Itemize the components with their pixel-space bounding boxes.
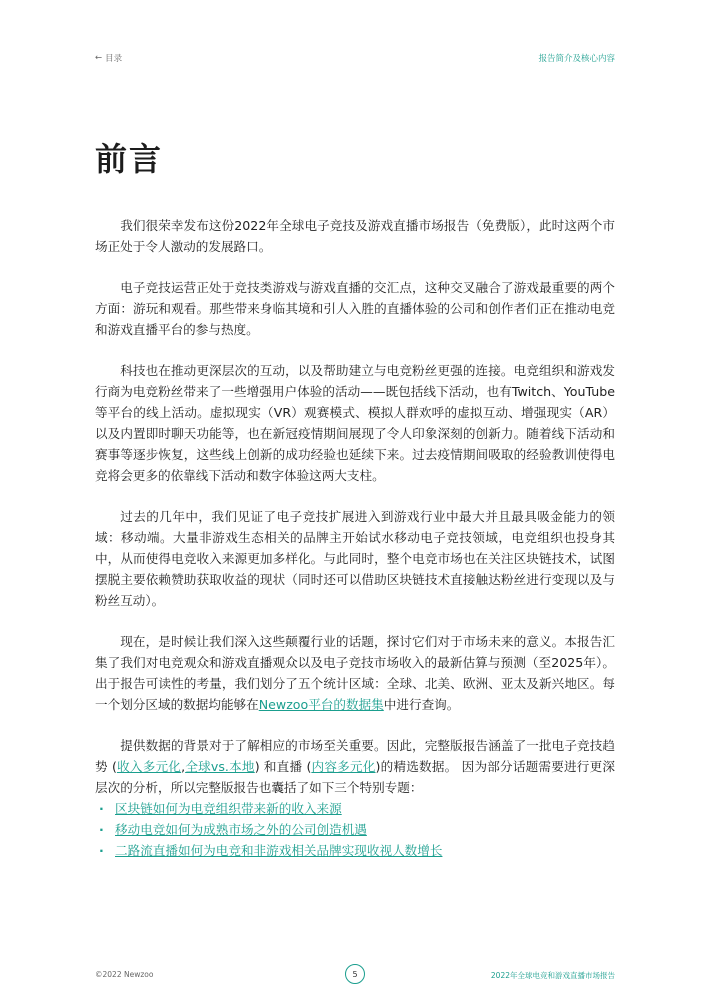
- paragraph-6-text-b: ) 和直播 (: [254, 759, 312, 774]
- paragraph-5-end: 中进行查询。: [383, 697, 460, 712]
- revenue-diversification-link[interactable]: 收入多元化: [116, 759, 182, 774]
- global-vs-local-link[interactable]: 全球vs.本地: [185, 759, 255, 774]
- paragraph-2: 电子竞技运营正处于竞技类游戏与游戏直播的交汇点，这种交叉融合了游戏最重要的两个方面：游玩和观看。那些带来身临其境和引人入胜的直播体验的公司和创作者们正在推动电竞和游戏直播平台的参与热度。: [95, 280, 615, 337]
- topic-link-mobile-esports[interactable]: 移动电竞如何为成熟市场之外的公司创造机遇: [115, 822, 367, 837]
- bullet-icon: ·: [99, 843, 104, 858]
- special-topics-list: [95, 798, 615, 861]
- list-item: [95, 798, 615, 819]
- topic-link-co-streaming[interactable]: 二路流直播如何为电竞和非游戏相关品牌实现收视人数增长: [115, 843, 443, 858]
- paragraph-5: [95, 631, 615, 715]
- page-title: 前言: [95, 140, 164, 178]
- topic-link-blockchain[interactable]: 区块链如何为电竞组织带来新的收入来源: [115, 801, 342, 816]
- bullet-icon: ·: [99, 822, 104, 837]
- list-item: [95, 840, 615, 861]
- page-footer: [95, 964, 615, 986]
- newzoo-dataset-link[interactable]: Newzoo平台的数据集: [258, 697, 384, 712]
- section-link[interactable]: 报告简介及核心内容: [538, 54, 615, 64]
- paragraph-4: 过去的几年中，我们见证了电子竞技扩展进入到游戏行业中最大并且最具吸金能力的领域：移动端。大量非游戏生态相关的品牌主开始试水移动电子竞技领域，电竞组织也投身其中，从而使得电竞收入来源更加多样化。与此同时，整个电竞市场也在关注区块链技术，试图摆脱主要依赖赞助获取收益的现状（同时还可以借助区块链技术直接触达粉丝进行变现以及与粉丝互动）。: [95, 509, 615, 608]
- body-content: [95, 215, 615, 861]
- paragraph-3: 科技也在推动更深层次的互动，以及帮助建立与电竞粉丝更强的连接。电竞组织和游戏发行商为电竞粉丝带来了一些增强用户体验的活动——既包括线下活动，也有Twitch、YouTube等平台的线上活动。虚拟现实（VR）观赛模式、模拟人群欢呼的虚拟互动、增强现实（AR）以及内置即时聊天功能等，也在新冠疫情期间展现了令人印象深刻的创新力。随着线下活动和赛事等逐步恢复，这些线上创新的成功经验也延续下来。过去疫情期间吸取的经验教训使得电竞将会更多的依靠线下活动和数字体验这两大支柱。: [95, 363, 615, 483]
- paragraph-6: [95, 735, 615, 798]
- toc-back-link[interactable]: [95, 52, 122, 64]
- paragraph-6-text-c: )的精选数据。 因为部分话题需要进行更深层次的分析，所以完整版报告也囊括了如下三个特别专题：: [95, 759, 615, 795]
- copyright: ©2022 Newzoo: [95, 970, 154, 979]
- paragraph-6-sep: ,: [181, 759, 186, 774]
- toc-label: 目录: [105, 54, 123, 64]
- content-diversification-link[interactable]: 内容多元化: [311, 759, 376, 774]
- list-item: [95, 819, 615, 840]
- arrow-left-icon: ←: [95, 53, 103, 63]
- paragraph-5-text: 现在，是时候让我们深入这些颠覆行业的话题，探讨它们对于市场未来的意义。本报告汇集了我们对电竞观众和游戏直播观众以及电子竞技市场收入的最新估算与预测（至2025年）。出于报告可读性的考量，我们划分了五个统计区域：全球、北美、欧洲、亚太及新兴地区。每一个划分区域的数据均能够在: [95, 634, 615, 712]
- report-name: 2022年全球电竞和游戏直播市场报告: [490, 971, 615, 980]
- top-navigation: [95, 52, 615, 66]
- page-number-badge: 5: [345, 964, 365, 984]
- paragraph-1: 我们很荣幸发布这份2022年全球电子竞技及游戏直播市场报告（免费版），此时这两个市场正处于令人激动的发展路口。: [95, 218, 615, 254]
- paragraph-6-text-a: 提供数据的背景对于了解相应的市场至关重要。因此，完整版报告涵盖了一批电子竞技趋势 (: [95, 738, 615, 774]
- bullet-icon: ·: [99, 801, 104, 816]
